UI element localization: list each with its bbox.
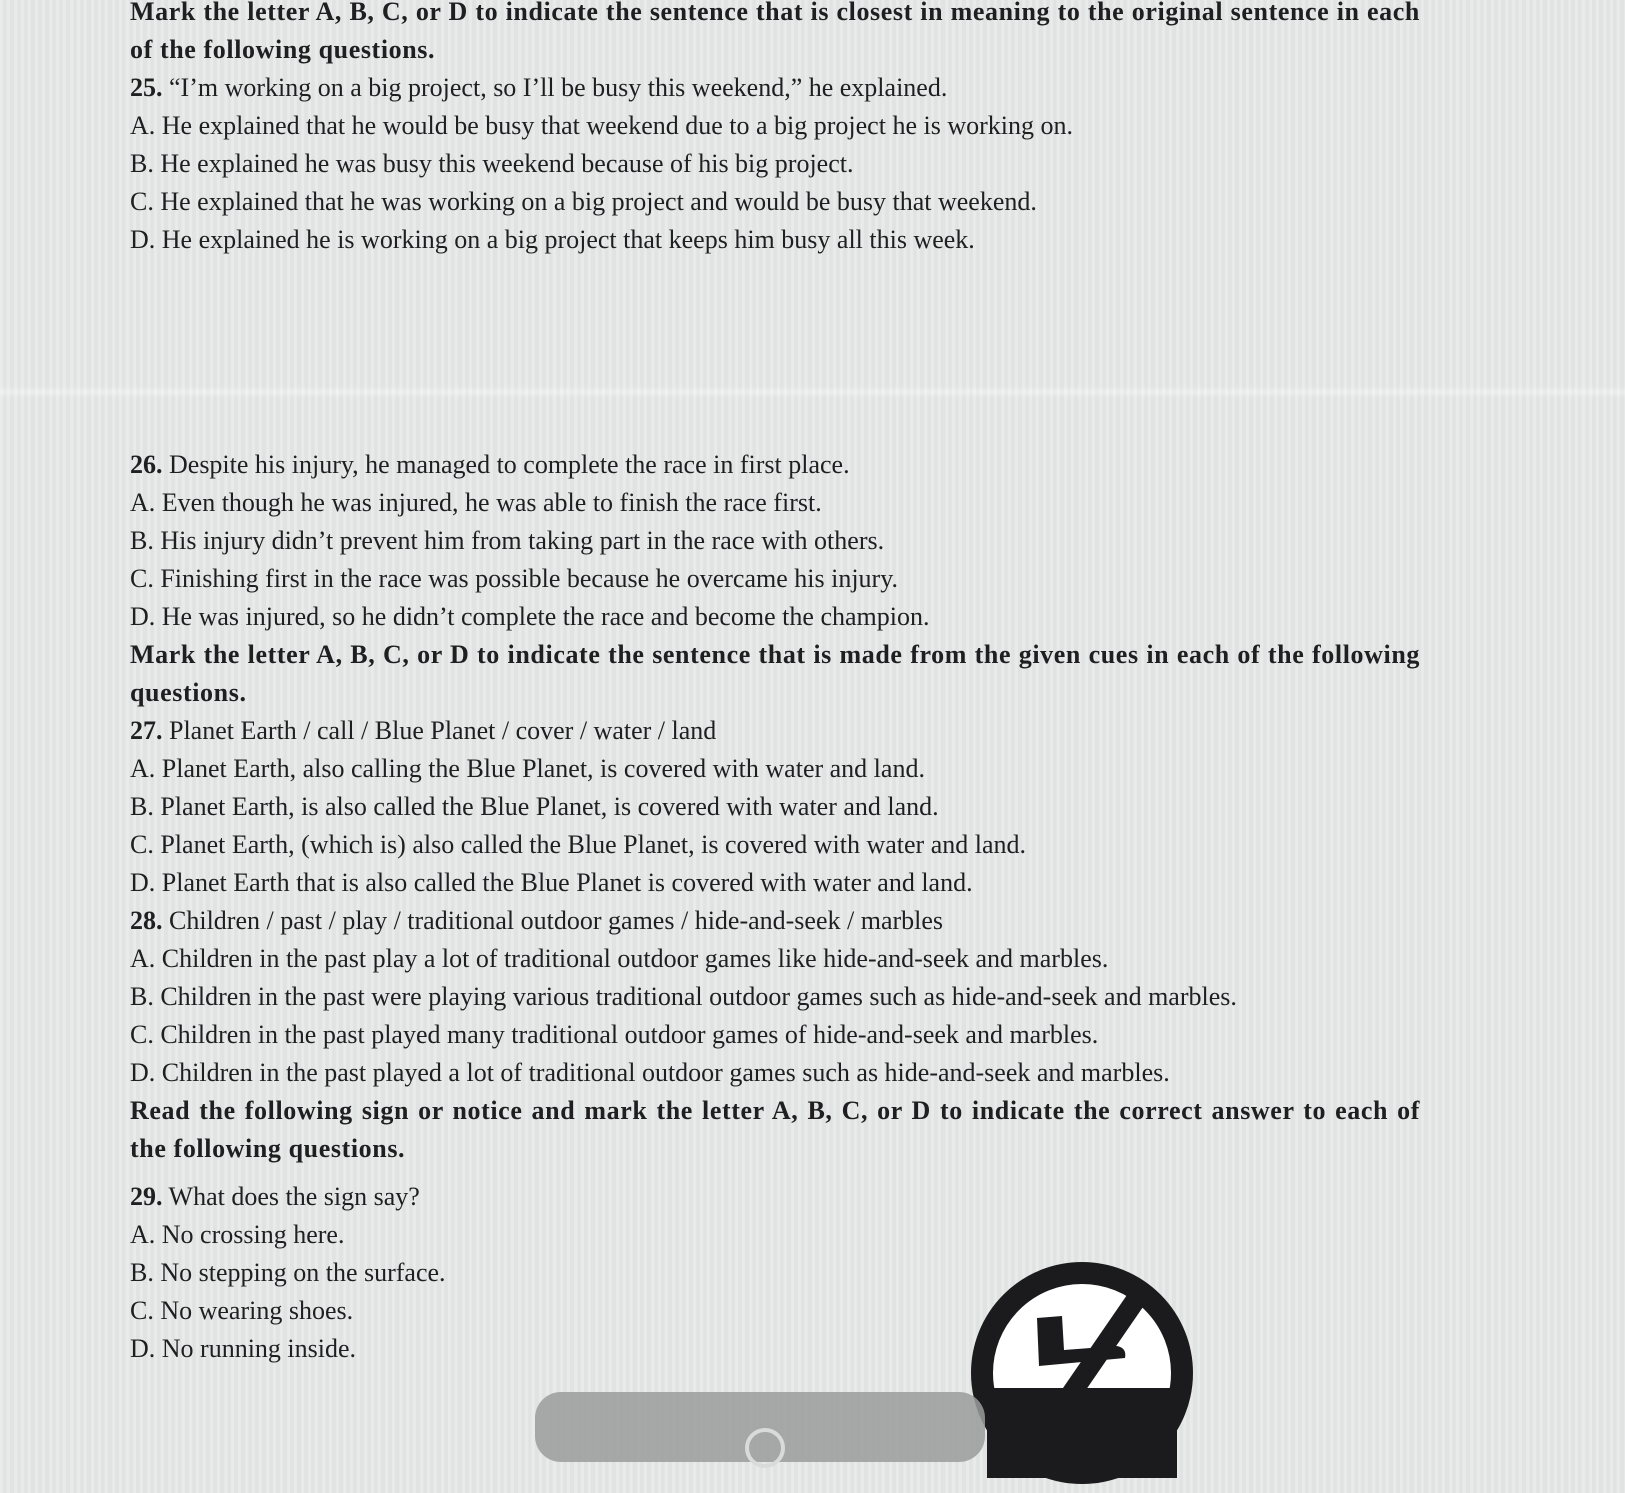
question-29 [130,1178,1430,1216]
question-29-option-a[interactable]: A. No crossing here. [130,1220,345,1249]
question-27-option-d[interactable]: D. Planet Earth that is also called the Blue Planet is covered with water and land. [130,868,973,897]
question-28-option-b[interactable]: B. Children in the past were playing various traditional outdoor games such as hide-and-seek and marbles. [130,982,1237,1011]
question-29-number: 29. [130,1182,163,1211]
no-stepping-icon [967,1258,1197,1488]
spacer [130,1168,1430,1178]
section3-instruction: Read the following sign or notice and mark the letter A, B, C, or D to indicate the correct answer to each of the following questions. [130,1096,1420,1163]
question-25-text: “I’m working on a big project, so I’ll be busy this weekend,” he explained. [169,73,948,102]
question-26 [130,446,1430,484]
section2-instruction: Mark the letter A, B, C, or D to indicate the sentence that is made from the given cues in each of the following questions. [130,640,1420,707]
question-28-text: Children / past / play / traditional outdoor games / hide-and-seek / marbles [169,906,944,935]
question-28 [130,902,1430,940]
question-27-option-a[interactable]: A. Planet Earth, also calling the Blue Planet, is covered with water and land. [130,754,925,783]
question-25 [130,69,1430,107]
worksheet-page [130,0,1430,1368]
question-29-text: What does the sign say? [168,1182,420,1211]
question-25-option-a[interactable]: A. He explained that he would be busy that weekend due to a big project he is working on. [130,111,1073,140]
circle-icon[interactable] [745,1428,785,1468]
question-26-option-a[interactable]: A. Even though he was injured, he was able to finish the race first. [130,488,822,517]
question-29-option-c[interactable]: C. No wearing shoes. [130,1296,354,1325]
question-27 [130,712,1430,750]
question-29-option-b[interactable]: B. No stepping on the surface. [130,1258,446,1287]
question-25-option-b[interactable]: B. He explained he was busy this weekend because of his big project. [130,149,854,178]
question-28-option-d[interactable]: D. Children in the past played a lot of traditional outdoor games such as hide-and-seek and marbles. [130,1058,1170,1087]
question-27-option-b[interactable]: B. Planet Earth, is also called the Blue Planet, is covered with water and land. [130,792,939,821]
question-28-option-c[interactable]: C. Children in the past played many traditional outdoor games of hide-and-seek and marbles. [130,1020,1099,1049]
blank-space [130,259,1430,446]
question-25-option-d[interactable]: D. He explained he is working on a big project that keeps him busy all this week. [130,225,975,254]
question-25-number: 25. [130,73,163,102]
question-25-option-c[interactable]: C. He explained that he was working on a big project and would be busy that weekend. [130,187,1037,216]
question-29-option-d[interactable]: D. No running inside. [130,1334,357,1363]
question-26-option-c[interactable]: C. Finishing first in the race was possible because he overcame his injury. [130,564,899,593]
question-28-option-a[interactable]: A. Children in the past play a lot of traditional outdoor games like hide-and-seek and marbles. [130,944,1109,973]
question-26-text: Despite his injury, he managed to complete the race in first place. [169,450,850,479]
question-26-option-b[interactable]: B. His injury didn’t prevent him from taking part in the race with others. [130,526,885,555]
section1-instruction: Mark the letter A, B, C, or D to indicate the sentence that is closest in meaning to the original sentence in each of the following questions. [130,0,1420,64]
question-26-option-d[interactable]: D. He was injured, so he didn’t complete the race and become the champion. [130,602,930,631]
question-27-option-c[interactable]: C. Planet Earth, (which is) also called the Blue Planet, is covered with water and land. [130,830,1027,859]
question-28-number: 28. [130,906,163,935]
question-27-number: 27. [130,716,163,745]
question-27-text: Planet Earth / call / Blue Planet / cover / water / land [169,716,717,745]
question-26-number: 26. [130,450,163,479]
